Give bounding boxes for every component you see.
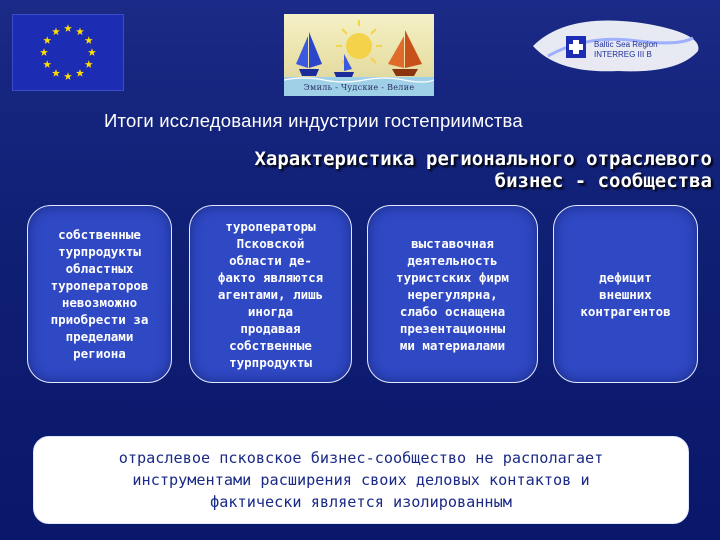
eu-star-icon <box>64 72 72 80</box>
eu-star-icon <box>40 48 48 56</box>
eu-star-icon <box>43 60 51 68</box>
eu-star-icon <box>85 36 93 44</box>
eu-star-icon <box>43 36 51 44</box>
conclusion-box <box>33 436 689 524</box>
characteristic-card <box>27 205 172 383</box>
eu-star-icon <box>76 28 84 36</box>
eu-star-icon <box>88 48 96 56</box>
eu-stars-icon <box>13 15 123 90</box>
eu-star-icon <box>52 69 60 77</box>
interreg-line2: INTERREG III B <box>594 50 652 59</box>
eu-star-icon <box>64 24 72 32</box>
interreg-label <box>594 40 658 60</box>
characteristic-card <box>189 205 352 383</box>
card-text: собственные турпродукты областных туроператоров невозможно приобрести за пределами региона <box>50 227 149 361</box>
project-logo <box>284 14 434 96</box>
interreg-logo <box>528 16 703 78</box>
eu-star-icon <box>85 60 93 68</box>
card-text: выставочная деятельность туристских фирм нерегулярна, слабо оснащена презентационны ми материалами <box>396 235 509 353</box>
interreg-line1: Baltic Sea Region <box>594 40 658 49</box>
eu-star-icon <box>76 69 84 77</box>
slide-title: Характеристика регионального отраслевого бизнес - сообщества <box>254 148 712 192</box>
eu-star-icon <box>52 28 60 36</box>
eu-flag-logo <box>12 14 124 91</box>
characteristic-card <box>367 205 538 383</box>
card-text: дефицит внешних контрагентов <box>580 269 671 319</box>
card-text: туроператоры Псковской области де- факто являются агентами, лишь иногда продавая собственные турпродукты <box>217 218 324 370</box>
characteristic-card <box>553 205 698 383</box>
slide-subtitle: Итоги исследования индустрии гостеприимства <box>104 110 523 131</box>
conclusion-text: отраслевое псковское бизнес-сообщество не располагает инструментами расширения своих деловых контактов и фактически является изолированным <box>118 449 604 511</box>
project-logo-text: Эмиль - Чудские - Велие <box>303 83 415 92</box>
